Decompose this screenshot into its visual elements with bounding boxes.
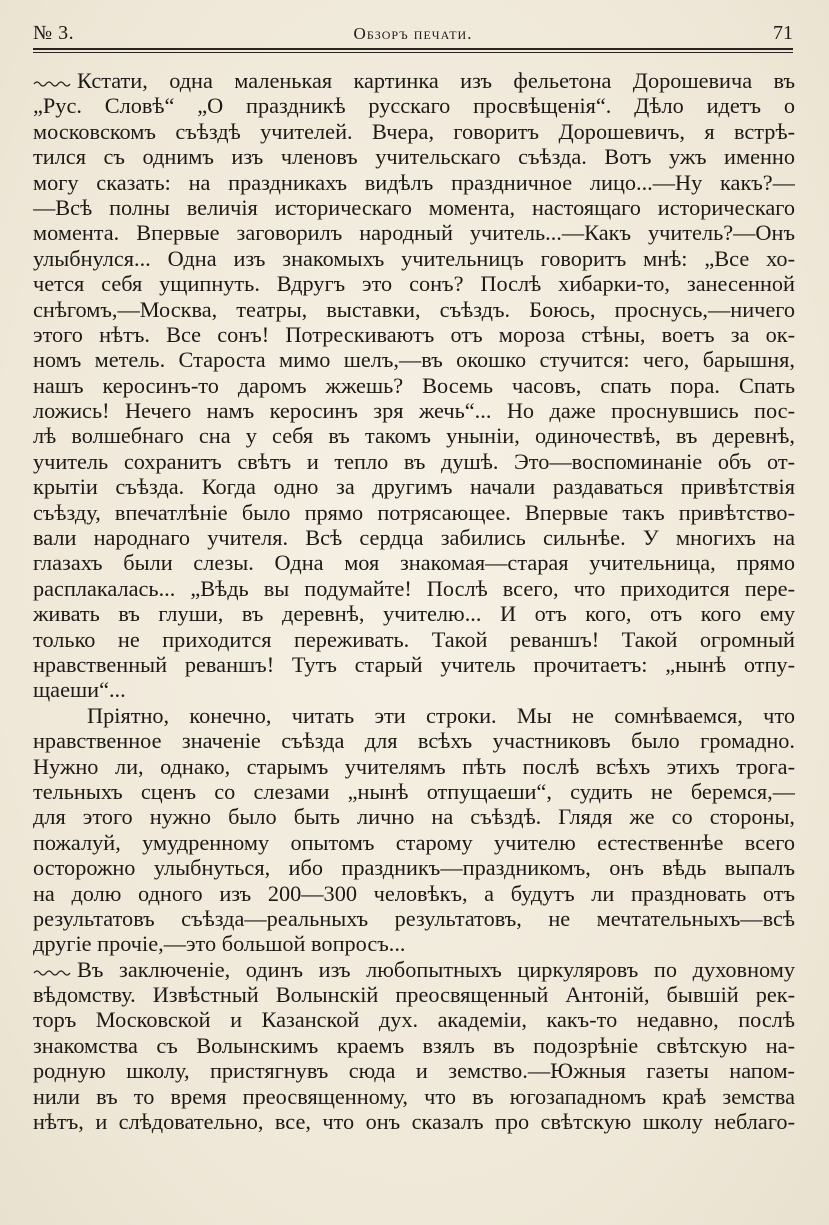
running-header (33, 20, 793, 50)
text-line: нравственное значеніе съѣзда для всѣхъ участниковъ было громадно. (33, 728, 795, 754)
text-line: Нужно ли, однако, старымъ учителямъ пѣть послѣ всѣхъ этихъ трога- (33, 753, 795, 779)
text-line: номъ метель. Староста мимо шелъ,—въ окошко стучится: чего, барышня, (33, 347, 795, 373)
text-line: пожалуй, умудренному опытомъ старому учителю естественнѣе всего (33, 829, 795, 855)
text-line: знакомства съ Волынскимъ краемъ взялъ въ подозрѣніе свѣтскую на- (33, 1032, 795, 1058)
wavy-dash-mark (33, 78, 73, 88)
text-line: результатовъ съѣзда—реальныхъ результатовъ, не мечтательныхъ—всѣ (33, 905, 795, 931)
text-line: московскомъ съѣздѣ учителей. Вчера, говоритъ Дорошевичъ, я встрѣ- (33, 118, 795, 144)
text-line-content: Въ заключеніе, одинъ изъ любопытныхъ циркуляровъ по духовному (77, 956, 795, 982)
page-number: 71 (773, 22, 793, 44)
text-line: только не приходится переживать. Такой реваншъ! Такой огромный (33, 626, 795, 652)
text-line: съѣзду, впечатлѣніе было прямо потрясающее. Впервые такъ привѣтство- (33, 499, 795, 525)
paragraph (33, 703, 795, 957)
text-line-content: Кстати, одна маленькая картинка изъ фельетона Дорошевича въ (77, 68, 795, 93)
text-line: на долю одного изъ 200—300 человѣкъ, а будутъ ли праздновать отъ (33, 880, 795, 906)
text-line: „Рус. Словѣ“ „О праздникѣ русскаго просвѣщенія“. Дѣло идетъ о (33, 93, 795, 119)
article-body (33, 68, 795, 1134)
text-line: родную школу, пристягнувъ сюда и земство.—Южныя газеты напом- (33, 1058, 795, 1084)
text-line (33, 957, 795, 982)
text-line: для этого нужно было быть лично на съѣздѣ. Глядя же со стороны, (33, 804, 795, 830)
text-line: крытіи съѣзда. Когда одно за другимъ начали раздаваться привѣтствія (33, 474, 795, 500)
text-line: вали народнаго учителя. Всѣ сердца забились сильнѣе. У многихъ на (33, 525, 795, 551)
paragraph (33, 957, 795, 1135)
text-line: осторожно улыбнуться, ибо праздникъ—праздникомъ, онъ вѣдь выпалъ (33, 855, 795, 881)
wavy-dash-mark (33, 967, 73, 977)
text-line: могу сказать: на праздникахъ видѣлъ праздничное лицо...—Ну какъ?— (33, 169, 795, 195)
text-line: Пріятно, конечно, читать эти строки. Мы не сомнѣваемся, что (87, 702, 795, 728)
text-line: вѣдомству. Извѣстный Волынскій преосвященный Антоній, бывшій рек- (33, 982, 795, 1008)
issue-number: № 3. (33, 22, 75, 44)
paragraph (33, 68, 795, 703)
text-line: момента. Впервые заговорилъ народный учитель...—Какъ учитель?—Онъ (33, 220, 795, 246)
text-line: живать въ глуши, въ деревнѣ, учителю... И отъ кого, отъ кого ему (33, 601, 795, 627)
header-rule-thin (33, 52, 793, 53)
text-line: чется себя ущипнуть. Вдругъ это сонъ? Послѣ хибарки-то, занесенной (33, 271, 795, 297)
text-line: лѣ волшебнаго сна у себя въ такомъ уныніи, одиночествѣ, въ деревнѣ, (33, 423, 795, 449)
text-line: улыбнулся... Одна изъ знакомыхъ учительницъ говоритъ мнѣ: „Все хо- (33, 245, 795, 271)
section-title: Обзоръ печати. (353, 24, 473, 43)
text-line: учитель сохранитъ свѣтъ и тепло въ душѣ. Это—воспоминаніе объ от- (33, 448, 795, 474)
text-line: торъ Московской и Казанской дух. академіи, какъ-то недавно, послѣ (33, 1007, 795, 1033)
text-line: расплакалась... „Вѣдь вы подумайте! Послѣ всего, что приходится пере- (33, 575, 795, 601)
text-line: другіе прочіе,—это большой вопросъ... (33, 931, 406, 957)
text-line: снѣгомъ,—Москва, театры, выставки, съѣздъ. Боюсь, проснусь,—ничего (33, 296, 795, 322)
text-line: ложись! Нечего намъ керосинъ зря жечь“... Но даже проснувшись пос- (33, 398, 795, 424)
text-line: тился съ однимъ изъ членовъ учительскаго съѣзда. Вотъ ужъ именно (33, 144, 795, 170)
text-line: —Всѣ полны величія историческаго момента, настоящаго историческаго (33, 194, 795, 220)
text-line: глазахъ были слезы. Одна моя знакомая—старая учительница, прямо (33, 550, 795, 576)
text-line: нашъ керосинъ-то даромъ жжешь? Восемь часовъ, спать пора. Спать (33, 372, 795, 398)
text-line: тельныхъ сценъ со слезами „нынѣ отпущаеши“, судить не беремся,— (33, 778, 795, 804)
text-line: нили въ то время преосвященному, что въ югозападномъ краѣ земства (33, 1083, 795, 1109)
text-line: нѣтъ, и слѣдовательно, все, что онъ сказалъ про свѣтскую школу неблаго- (33, 1109, 795, 1135)
text-line: нравственный реваншъ! Тутъ старый учитель прочитаетъ: „нынѣ отпу- (33, 651, 795, 677)
text-line: этого нѣтъ. Все сонъ! Потрескиваютъ отъ мороза стѣны, воетъ за ок- (33, 321, 795, 347)
header-rule (33, 48, 793, 50)
text-line: щаеши“... (33, 677, 126, 703)
text-line (33, 68, 795, 93)
